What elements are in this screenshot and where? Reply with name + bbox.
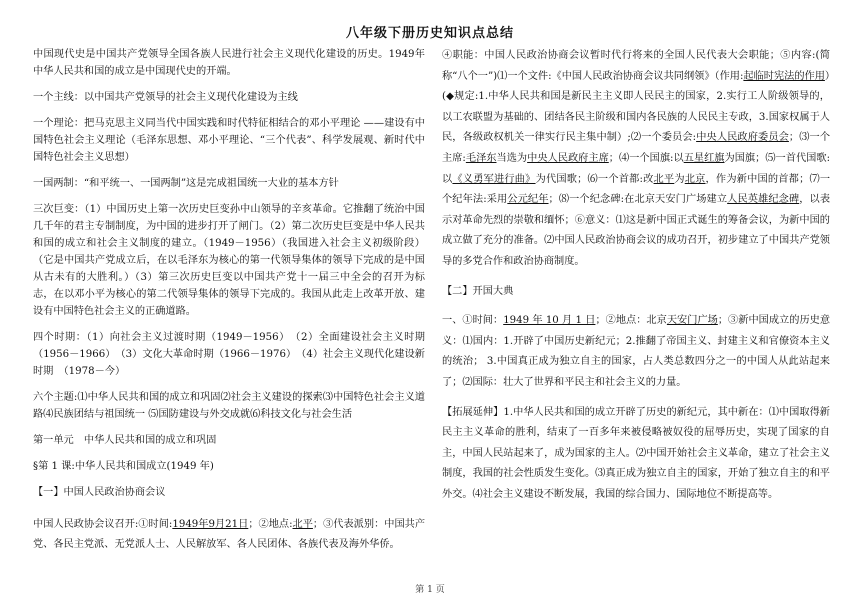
page-number: 第 1 页: [415, 585, 445, 595]
six-themes-paragraph: 六个主题:⑴中华人民共和国的成立和巩固⑵社会主义建设的探索⑶中国特色社会主义道路⑷民族团结与祖国统一 ⑸国防建设与外交成就⑹科技文化与社会生活: [33, 392, 425, 420]
page-title: 八年级下册历史知识点总结: [345, 26, 514, 41]
right-column: [442, 46, 830, 514]
cppcc-paragraph: 中国人民政协会议召开:①时间:1949年9月21日；②地点:北平；③代表派别：中国共产党、各民主党派、无党派人士、人民解放军、各人民团体、各族代表及海外华侨。: [33, 519, 426, 550]
lesson-heading: §第 1 课:中华人民共和国成立(1949 年): [33, 461, 214, 472]
four-periods-paragraph: 四个时期：（1）向社会主义过渡时期（1949－1956） （2）全面建设社会主义时期（1956－1966） （3）文化大革命时期（1966－1976） （4）社会主义现代化建设新时期 （1978－今）: [33, 332, 425, 377]
section-heading-cppcc: 【一】中国人民政治协商会议: [33, 487, 166, 498]
extension-paragraph: 【拓展延伸】1.中华人民共和国的成立开辟了历史的新纪元，其中新在：⑴中国取得新民主主义革命的胜利，结束了一百多年来被侵略被奴役的屈辱历史，实现了国家的自主，中国人民站起来了，成为国家的主人。⑵中国开始社会主义革命，建立了社会主义制度，我国的社会性质发生变化。⑶真正成为独立自主的国家，开始了独立自主的和平外交。⑷社会主义建设不断发展，我国的综合国力、国际地位不断提高等。: [442, 406, 830, 500]
ceremony-paragraph: 一、①时间：1949 年 10 月 1 日；②地点：北京天安门广场；③新中国成立的历史意义：⑴国内：1.开辟了中国历史新纪元；2.推翻了帝国主义、封建主义和官僚资本主义的统治； 3.中国真正成为独立自主的国家，占人类总数四分之一的中国人从此站起来了；⑵国际：壮大了世界和平民主和社会主义的力量。: [442, 315, 831, 388]
mainline-paragraph: 一个主线：以中国共产党领导的社会主义现代化建设为主线: [33, 92, 298, 103]
unit-heading: 第一单元 中华人民共和国的成立和巩固: [33, 435, 217, 446]
section-heading-ceremony: 【二】开国大典: [442, 285, 514, 297]
three-changes-paragraph: 三次巨变：（1）中国历史上第一次历史巨变孙中山领导的辛亥革命。它推翻了统治中国几千年的君主专制制度，为中国的进步打开了闸门。（2）第二次历史巨变是中华人民共和国的成立和社会主义制度的建立。（1949－1956）（我国进入社会主义初级阶段）（它是中国共产党成立后，在以毛泽东为核心的第一代领导集体的领导下完成的是中国从古未有的大胜利。）（3）第三次历史巨变以中国共产党十一届三中全会的召开为标志，在以邓小平为核心的第二代领导集体的领导下完成的。我国从此走上改革开放、建设有中国特色社会主义的正确道路。: [33, 204, 425, 317]
cppcc-content-paragraph: ④职能：中国人民政治协商会议暂时代行将来的全国人民代表大会职能；⑤内容:(简称“八个一”)⑴一个文件:《中国人民政治协商会议共同纲领》（作用:起临时宪法的作用）(◆规定:1.中华人民共和国是新民主主义即人民民主的国家，2.实行工人阶级领导的，以工农联盟为基础的、团结各民主阶级和国内各民族的人民民主专政，3.国家权属于人民，各级政权机关一律实行民主集中制）;⑵一个委员会:中央人民政府委员会；⑶一个主席:毛泽东当选为中央人民政府主席；⑷一个国旗:以五星红旗为国旗；⑸一首代国歌:以《义勇军进行曲》为代国歌；⑹一个首都:改北平为北京，作为新中国的首都；⑺一个纪年法:采用公元纪年；⑻一个纪念碑:在北京天安门广场建立人民英雄纪念碑，以表示对革命先烈的崇敬和缅怀；⑥意义：⑴这是新中国正式诞生的筹备会议，为新中国的成立做了充分的准备。⑵中国人民政治协商会议的成功召开，初步建立了中国共产党领导的多党合作和政治协商制度。: [442, 50, 831, 267]
theory-paragraph: 一个理论：把马克思主义同当代中国实践和时代特征相结合的邓小平理论 ——建设有中国特色社会主义理论（毛泽东思想、邓小平理论、“三个代表”、科学发展观、新时代中国特色社会主义思想）: [33, 118, 425, 163]
intro-paragraph: 中国现代史是中国共产党领导全国各族人民进行社会主义现代化建设的历史。1949年中华人民共和国的成立是中国现代史的开端。: [33, 49, 425, 77]
left-column: [33, 46, 425, 564]
two-systems-paragraph: 一国两制：“和平统一、一国两制”这是完成祖国统一大业的基本方针: [33, 178, 339, 189]
